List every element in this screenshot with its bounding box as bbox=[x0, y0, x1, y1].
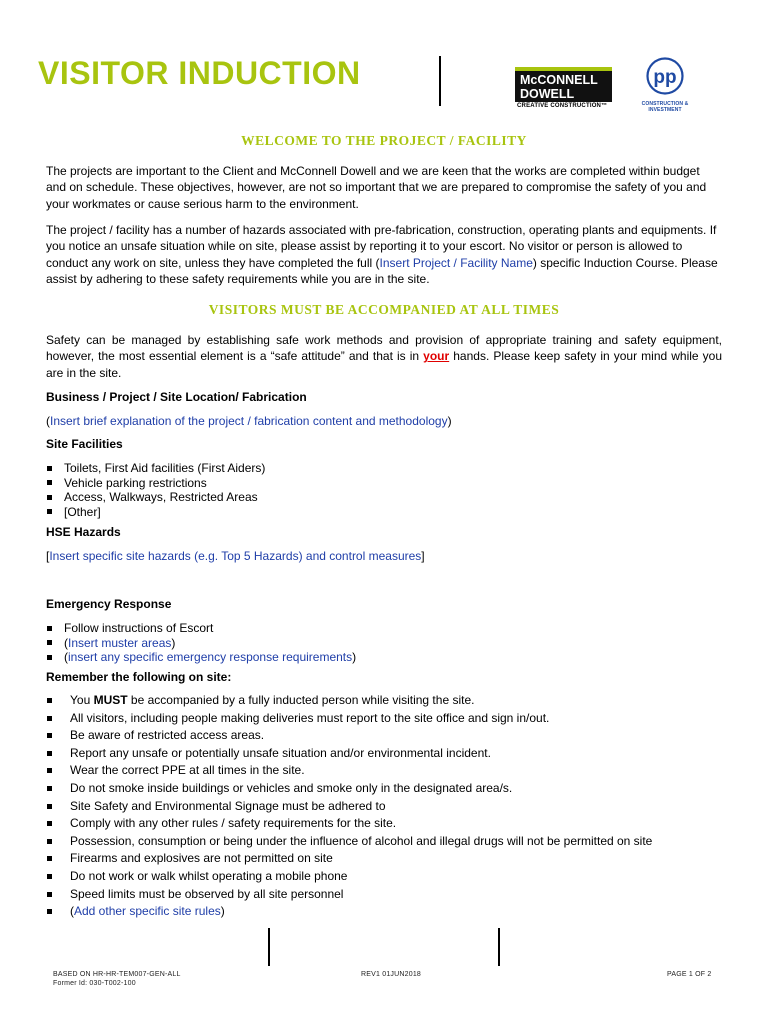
mcd-logo-tagline: CREATIVE CONSTRUCTION™ bbox=[517, 103, 608, 109]
footer-former-id: Former Id: 030-T002-100 bbox=[53, 980, 136, 987]
list-item: Possession, consumption or being under the influence of alcohol and illegal drugs will not be permitted on site bbox=[46, 833, 736, 851]
list-item: Access, Walkways, Restricted Areas bbox=[46, 490, 736, 505]
list-item: Toilets, First Aid facilities (First Aiders) bbox=[46, 461, 736, 476]
list-item: Firearms and explosives are not permitted on site bbox=[46, 850, 736, 868]
site-facilities-heading: Site Facilities bbox=[46, 437, 123, 451]
welcome-heading: WELCOME TO THE PROJECT / FACILITY bbox=[241, 133, 527, 148]
list-item: Vehicle parking restrictions bbox=[46, 476, 736, 491]
list-item: Follow instructions of Escort bbox=[46, 621, 736, 636]
list-item: Wear the correct PPE at all times in the site. bbox=[46, 762, 736, 780]
footer-divider-right bbox=[498, 928, 500, 966]
your-emphasis: your bbox=[423, 349, 450, 364]
business-heading: Business / Project / Site Location/ Fabrication bbox=[46, 390, 307, 404]
list-item: Report any unsafe or potentially unsafe situation and/or environmental incident. bbox=[46, 745, 736, 763]
list-item: (Insert muster areas) bbox=[46, 636, 736, 651]
site-facilities-list bbox=[46, 461, 736, 519]
remember-heading: Remember the following on site: bbox=[46, 670, 232, 684]
mcconnell-dowell-logo bbox=[515, 67, 612, 109]
footer-page-number: PAGE 1 OF 2 bbox=[667, 971, 712, 978]
list-item: Do not smoke inside buildings or vehicles and smoke only in the designated area/s. bbox=[46, 780, 736, 798]
business-placeholder: (Insert brief explanation of the project / fabrication content and methodology) bbox=[46, 414, 452, 428]
hse-placeholder: [Insert specific site hazards (e.g. Top 5 Hazards) and control measures] bbox=[46, 549, 425, 563]
footer-document-ref bbox=[53, 970, 181, 988]
list-item: [Other] bbox=[46, 505, 736, 520]
safety-attitude-paragraph: Safety can be managed by establishing safe work methods and provision of appropriate training and safety equipment, however, the most essential element is a “safe attitude” and that is in your hands. Please keep safety in your mind while you are in the site. bbox=[46, 333, 723, 380]
pp-logo-mark-icon bbox=[645, 56, 685, 96]
svg-text:pp: pp bbox=[653, 67, 677, 88]
pp-logo-caption: CONSTRUCTION & INVESTMENT bbox=[641, 101, 689, 113]
list-item: Site Safety and Environmental Signage must be adhered to bbox=[46, 798, 736, 816]
list-item: (insert any specific emergency response requirements) bbox=[46, 650, 736, 665]
list-item: All visitors, including people making deliveries must report to the site office and sign in/out. bbox=[46, 710, 736, 728]
hse-hazards-heading: HSE Hazards bbox=[46, 525, 121, 539]
list-item: (Add other specific site rules) bbox=[46, 903, 736, 921]
header-divider bbox=[439, 56, 441, 106]
list-item: Speed limits must be observed by all site personnel bbox=[46, 886, 736, 904]
welcome-paragraph-1: The projects are important to the Client and McConnell Dowell and we are keen that the works are completed within budget and on schedule. These objectives, however, are not so important that we are prepared to compromise the safety of you and your workmates or cause serious harm to the environment. bbox=[46, 164, 707, 211]
site-rules-list bbox=[46, 692, 736, 921]
list-item: Do not work or walk whilst operating a mobile phone bbox=[46, 868, 736, 886]
footer-revision: REV1 01JUN2018 bbox=[361, 971, 421, 978]
footer-based-on: BASED ON HR-HR-TEM007-GEN-ALL bbox=[53, 971, 181, 978]
mcd-logo-line1: McCONNELL bbox=[520, 73, 598, 87]
list-item: You MUST be accompanied by a fully inducted person while visiting the site. bbox=[46, 692, 736, 710]
project-name-placeholder: Insert Project / Facility Name bbox=[379, 255, 533, 270]
emergency-response-list bbox=[46, 621, 736, 665]
list-item: Comply with any other rules / safety requirements for the site. bbox=[46, 815, 736, 833]
mcd-logo-line2: DOWELL bbox=[520, 87, 575, 101]
page-title: VISITOR INDUCTION bbox=[38, 55, 361, 91]
accompanied-heading: VISITORS MUST BE ACCOMPANIED AT ALL TIMES bbox=[208, 302, 560, 317]
pp-logo bbox=[628, 56, 702, 113]
footer-divider-left bbox=[268, 928, 270, 966]
list-item: Be aware of restricted access areas. bbox=[46, 727, 736, 745]
welcome-paragraph-2: The project / facility has a number of hazards associated with pre-fabrication, construction, operating plants and equipments. If you notice an unsafe situation while on site, please assist by reporting it to your escort. No visitor or person is allowed to conduct any work on site, unless they have completed the full (Insert Project / Facility Name) specific Induction Course. Please assist by adhering to these safety requirements while you are in the site. bbox=[46, 223, 718, 287]
emergency-response-heading: Emergency Response bbox=[46, 597, 172, 611]
